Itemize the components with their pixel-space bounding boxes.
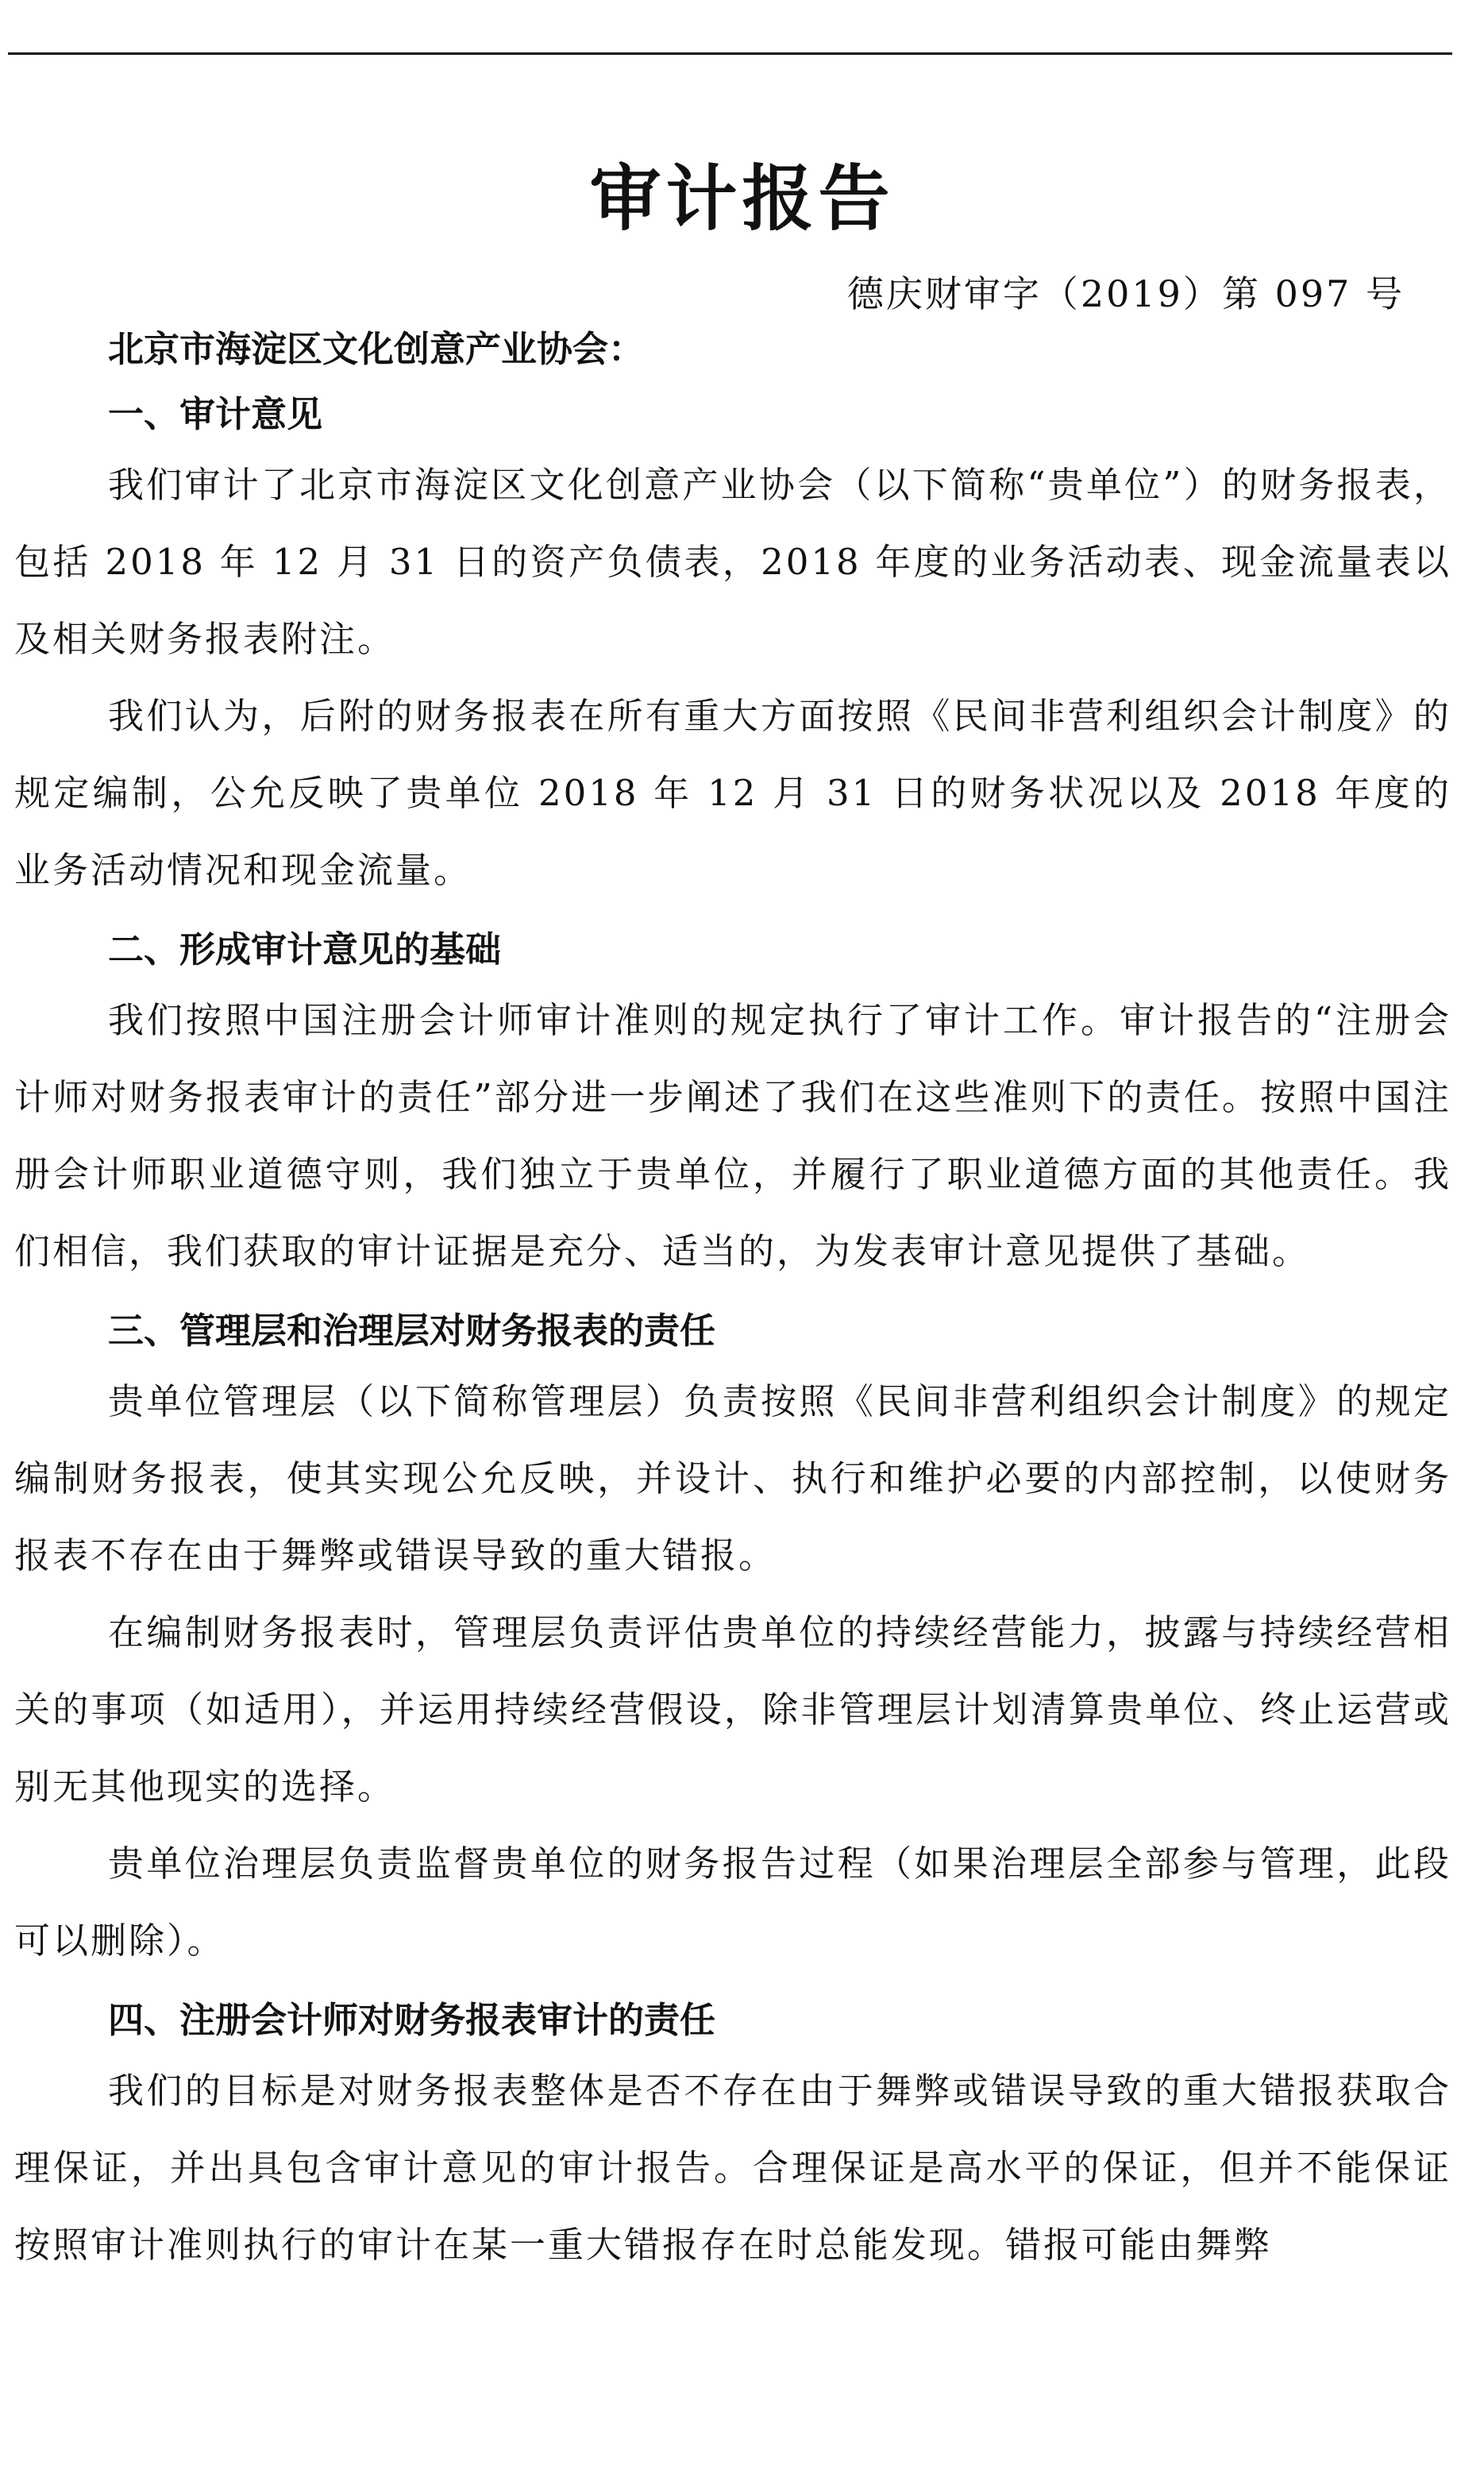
section-4-heading: 四、注册会计师对财务报表审计的责任	[108, 1999, 716, 2041]
section-2-paragraph: 我们按照中国注册会计师审计准则的规定执行了审计工作。审计报告的“注册会计师对财务报表审计的责任”部分进一步阐述了我们在这些准则下的责任。按照中国注册会计师职业道德守则，我们独立于贵单位，并履行了职业道德方面的其他责任。我们相信，我们获取的审计证据是充分、适当的，为发表审计意见提供了基础。	[14, 999, 1451, 1272]
top-rule	[8, 52, 1452, 55]
section-1-heading: 一、审计意见	[108, 393, 323, 435]
document-number: 德庆财审字（2019）第 097 号	[846, 272, 1405, 315]
report-body	[14, 326, 1451, 2283]
section-1-paragraph: 我们认为，后附的财务报表在所有重大方面按照《民间非营利组织会计制度》的规定编制，公允反映了贵单位 2018 年 12 月 31 日的财务状况以及 2018 年度的业务活动情况和现金流量。	[14, 695, 1451, 891]
section-3-paragraph: 贵单位管理层（以下简称管理层）负责按照《民间非营利组织会计制度》的规定编制财务报表，使其实现公允反映，并设计、执行和维护必要的内部控制，以使财务报表不存在由于舞弊或错误导致的重大错报。	[14, 1380, 1451, 1576]
section-1-paragraph: 我们审计了北京市海淀区文化创意产业协会（以下简称“贵单位”）的财务报表，包括 2018 年 12 月 31 日的资产负债表，2018 年度的业务活动表、现金流量表以及相关财务报表附注。	[14, 464, 1451, 660]
section-4-paragraph: 我们的目标是对财务报表整体是否不存在由于舞弊或错误导致的重大错报获取合理保证，并出具包含审计意见的审计报告。合理保证是高水平的保证，但并不能保证按照审计准则执行的审计在某一重大错报存在时总能发现。错报可能由舞弊	[14, 2070, 1451, 2266]
section-3-paragraph: 在编制财务报表时，管理层负责评估贵单位的持续经营能力，披露与持续经营相关的事项（如适用），并运用持续经营假设，除非管理层计划清算贵单位、终止运营或别无其他现实的选择。	[14, 1611, 1451, 1808]
section-3-heading: 三、管理层和治理层对财务报表的责任	[108, 1310, 716, 1352]
report-title: 审计报告	[589, 156, 895, 241]
section-3-paragraph: 贵单位治理层负责监督贵单位的财务报告过程（如果治理层全部参与管理，此段可以删除）。	[14, 1842, 1451, 1962]
section-2-heading: 二、形成审计意见的基础	[108, 928, 502, 970]
addressee: 北京市海淀区文化创意产业协会：	[108, 328, 645, 370]
